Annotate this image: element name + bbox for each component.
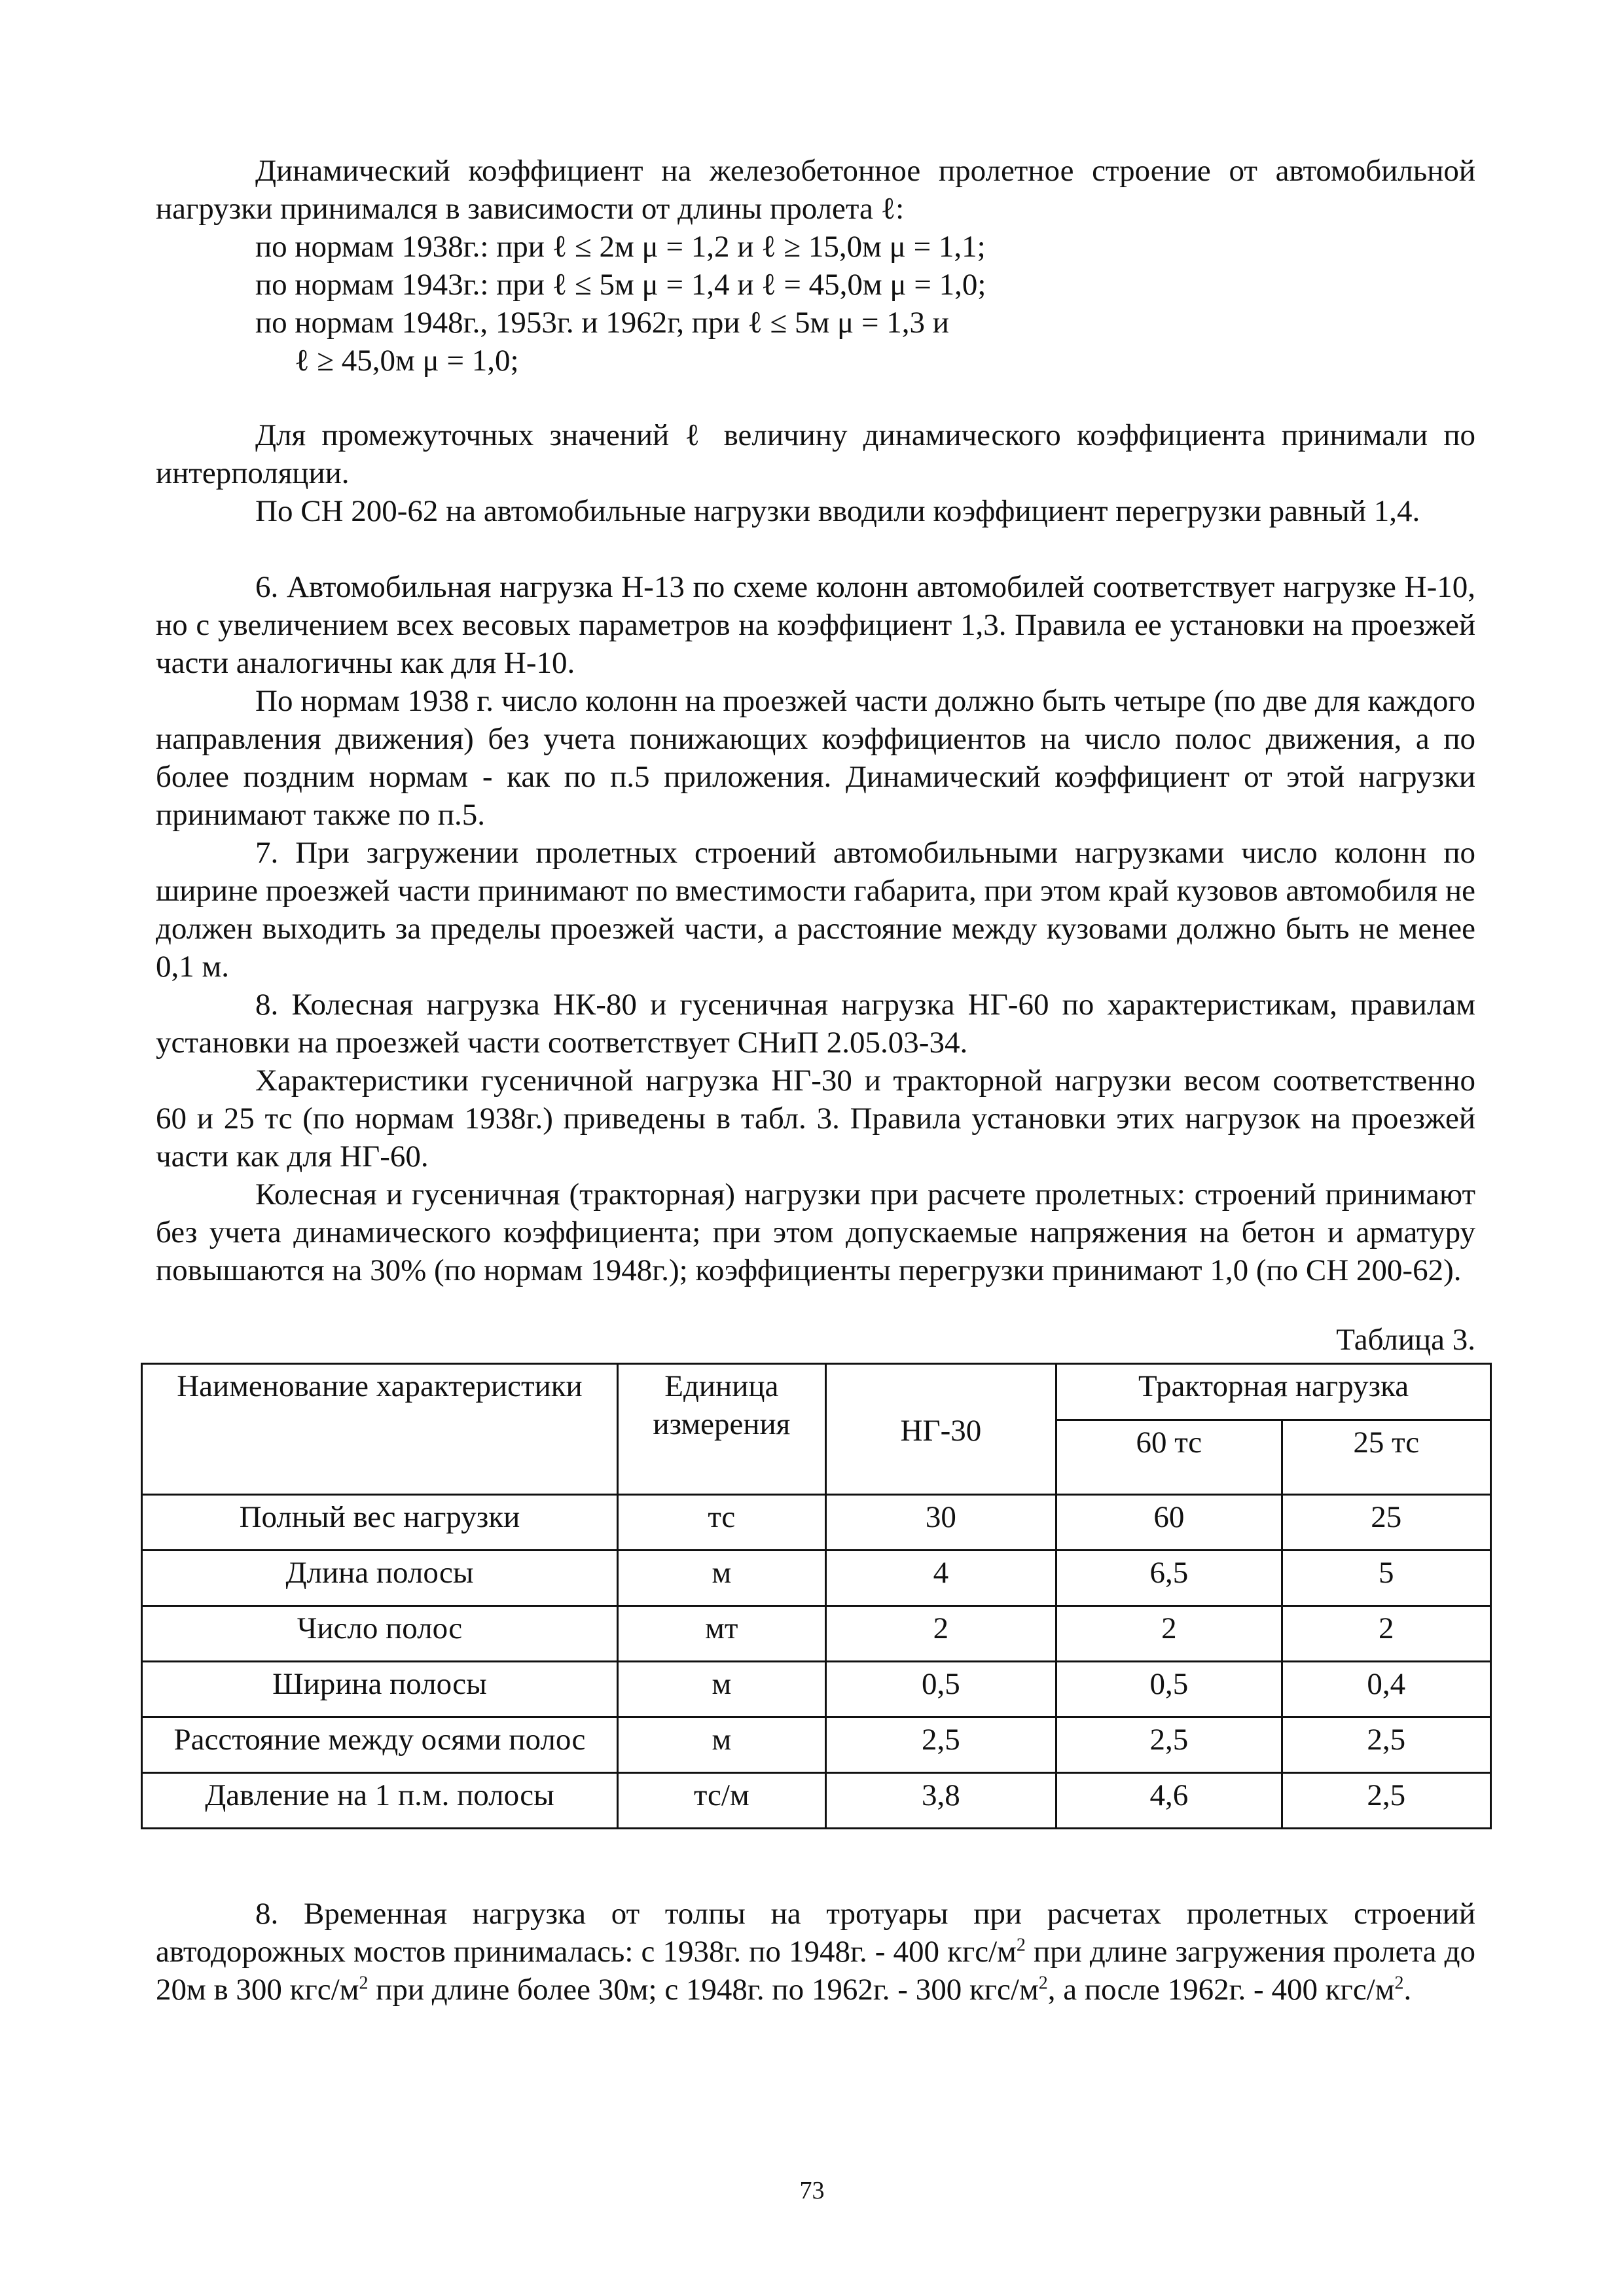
- row-name: Число полос: [142, 1606, 618, 1662]
- row-25ts: 2: [1282, 1606, 1490, 1662]
- paragraph-sn-200-62: По СН 200-62 на автомобильные нагрузки вводили коэффициент перегрузки равный 1,4.: [255, 494, 1420, 528]
- row-ng30: 2,5: [825, 1717, 1056, 1773]
- norms-1948-line-cont: ℓ ≥ 45,0м μ = 1,0;: [295, 344, 519, 378]
- norms-1938-line: по нормам 1938г.: при ℓ ≤ 2м μ = 1,2 и ℓ ≥ 15,0м μ = 1,1;: [255, 230, 986, 264]
- paragraph-dynamic-coefficient: Динамический коэффициент на железобетонное пролетное строение от автомобильной нагрузки принимался в зависимости от длины пролета ℓ:: [156, 154, 1475, 226]
- header-60ts: 60 тс: [1056, 1420, 1282, 1495]
- header-unit: Единица измерения: [617, 1364, 825, 1495]
- row-60ts: 2: [1056, 1606, 1282, 1662]
- row-name: Расстояние между осями полос: [142, 1717, 618, 1773]
- paragraph-interpolation: Для промежуточных значений ℓ величину динамического коэффициента принимали по интерполяции.: [156, 418, 1475, 490]
- row-60ts: 0,5: [1056, 1662, 1282, 1717]
- header-tractor: Тракторная нагрузка: [1056, 1364, 1491, 1420]
- table-caption: Таблица 3.: [1336, 1323, 1475, 1357]
- row-name: Ширина полосы: [142, 1662, 618, 1717]
- row-unit: м: [617, 1717, 825, 1773]
- table-3: [141, 1363, 1492, 1829]
- norms-1948-line: по нормам 1948г., 1953г. и 1962г, при ℓ ≤ 5м μ = 1,3 и: [255, 306, 949, 340]
- crowd-load-text-b: при длине загружения пролета до 20м в 300 кгс/м: [156, 1935, 1475, 2007]
- row-ng30: 2: [825, 1606, 1056, 1662]
- paragraph-6: 6. Автомобильная нагрузка Н-13 по схеме колонн автомобилей соответствует нагрузке Н-10, но с увеличением всех весовых параметров на коэффициент 1,3. Правила ее установки на проезжей части аналогичны как для Н-10.: [156, 570, 1475, 680]
- crowd-load-text-a: 8. Временная нагрузка от толпы на тротуары при расчетах пролетных строений автодорожных мостов принималась: с 1938г. по 1948г. - 400 кгс/м: [156, 1897, 1475, 1969]
- norms-1943-line: по нормам 1943г.: при ℓ ≤ 5м μ = 1,4 и ℓ = 45,0м μ = 1,0;: [255, 268, 986, 302]
- paragraph-8-characteristics: Характеристики гусеничной нагрузка НГ-30 и тракторной нагрузки весом соответственно 60 и 25 тс (по нормам 1938г.) приведены в табл. 3. Правила установки этих нагрузок на проезжей части как для НГ-60.: [156, 1064, 1475, 1174]
- row-25ts: 5: [1282, 1551, 1490, 1606]
- row-unit: м: [617, 1662, 825, 1717]
- paragraph-8-wheel-track: Колесная и гусеничная (тракторная) нагрузки при расчете пролетных: строений принимают без учета динамического коэффициента; при этом допускаемые напряжения на бетон и арматуру повышаются на 30% (по нормам 1948г.); коэффициенты перегрузки принимают 1,0 (по СН 200-62).: [156, 1177, 1475, 1287]
- row-ng30: 0,5: [825, 1662, 1056, 1717]
- superscript: 2: [359, 1973, 369, 1994]
- row-60ts: 4,6: [1056, 1773, 1282, 1829]
- row-25ts: 2,5: [1282, 1773, 1490, 1829]
- row-unit: м: [617, 1551, 825, 1606]
- row-ng30: 30: [825, 1495, 1056, 1551]
- superscript: 2: [1038, 1973, 1048, 1994]
- table-row: [142, 1773, 1491, 1829]
- table-row: [142, 1495, 1491, 1551]
- row-unit: мт: [617, 1606, 825, 1662]
- row-25ts: 2,5: [1282, 1717, 1490, 1773]
- table-row: [142, 1662, 1491, 1717]
- row-60ts: 60: [1056, 1495, 1282, 1551]
- row-60ts: 6,5: [1056, 1551, 1282, 1606]
- crowd-load-text-d: , а после 1962г. - 400 кгс/м: [1047, 1973, 1395, 2007]
- row-60ts: 2,5: [1056, 1717, 1282, 1773]
- header-25ts: 25 тс: [1282, 1420, 1490, 1495]
- page-number: 73: [799, 2177, 825, 2204]
- superscript: 2: [1394, 1973, 1404, 1994]
- crowd-load-text-e: .: [1403, 1973, 1412, 2007]
- superscript: 2: [1016, 1935, 1026, 1956]
- paragraph-7: 7. При загружении пролетных строений автомобильными нагрузками число колонн по ширине проезжей части принимают по вместимости габарита, при этом край кузовов автомобиля не должен выходить за пределы проезжей части, а расстояние между кузовами должно быть не менее 0,1 м.: [156, 836, 1475, 984]
- row-ng30: 4: [825, 1551, 1056, 1606]
- row-name: Давление на 1 п.м. полосы: [142, 1773, 618, 1829]
- row-name: Полный вес нагрузки: [142, 1495, 618, 1551]
- table-row: [142, 1606, 1491, 1662]
- row-name: Длина полосы: [142, 1551, 618, 1606]
- row-25ts: 25: [1282, 1495, 1490, 1551]
- row-unit: тс: [617, 1495, 825, 1551]
- table-row: [142, 1551, 1491, 1606]
- paragraph-8-crowd-load: [156, 1895, 1475, 2009]
- crowd-load-text-c: при длине более 30м; с 1948г. по 1962г. - 300 кгс/м: [368, 1973, 1039, 2007]
- row-25ts: 0,4: [1282, 1662, 1490, 1717]
- paragraph-6-norms: По нормам 1938 г. число колонн на проезжей части должно быть четыре (по две для каждого направления движения) без учета понижающих коэффициентов на число полос движения, а по более поздним нормам - как по п.5 приложения. Динамический коэффициент от этой нагрузки принимают также по п.5.: [156, 684, 1475, 832]
- header-ng30: НГ-30: [825, 1364, 1056, 1495]
- table-row: [142, 1717, 1491, 1773]
- paragraph-8: 8. Колесная нагрузка НК-80 и гусеничная нагрузка НГ-60 по характеристикам, правилам установки на проезжей части соответствует СНиП 2.05.03-34.: [156, 988, 1475, 1060]
- row-unit: тс/м: [617, 1773, 825, 1829]
- header-name: Наименование характеристики: [142, 1364, 618, 1495]
- row-ng30: 3,8: [825, 1773, 1056, 1829]
